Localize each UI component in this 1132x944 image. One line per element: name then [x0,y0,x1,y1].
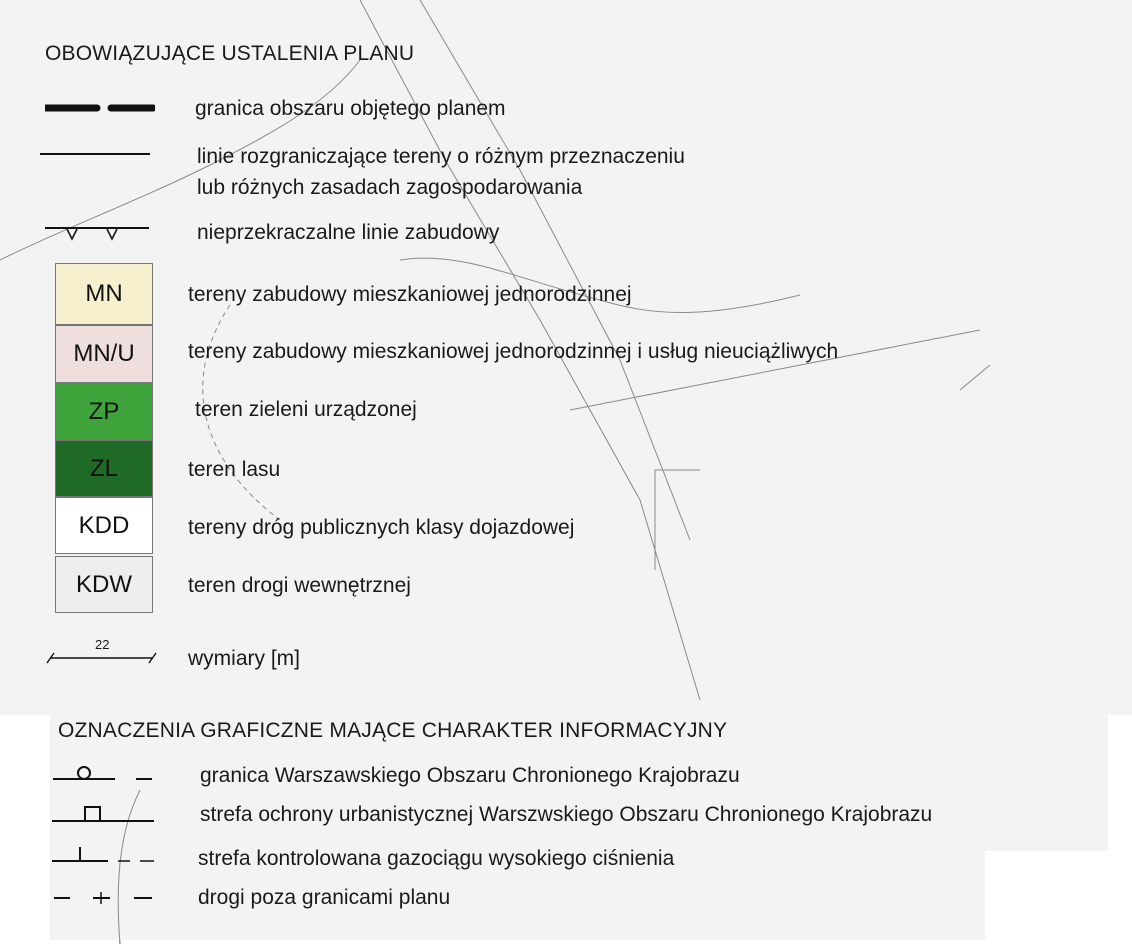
swatch-zl [55,440,153,497]
swatch-mnu [55,325,153,383]
legend-label-dimensions: wymiary [m] [188,647,300,670]
legend-label-zp: teren zieleni urządzonej [195,398,417,421]
legend-title-informative: OZNACZENIA GRAFICZNE MAJĄCE CHARAKTER INFORMACYJNY [58,719,728,742]
swatch-code-zp: ZP [88,397,120,425]
legend-label-roads-outside: drogi poza granicami planu [198,886,451,909]
square-zone-icon [48,800,160,824]
swatch-mn [55,263,153,325]
legend-label-kdd: tereny dróg publicznych klasy dojazdowej [188,516,575,539]
legend-title-binding: OBOWIĄZUJĄCE USTALENIA PLANU [45,42,415,65]
swatch-code-mnu: MN/U [73,340,135,367]
legend-label-kdw: teren drogi wewnętrznej [188,574,411,597]
swatch-code-kdd: KDD [78,511,130,539]
gas-zone-icon [48,842,160,866]
legend-label-plan-boundary: granica obszaru objętego planem [195,97,506,120]
building-line-icon [45,222,157,244]
swatch-code-zl: ZL [89,454,118,482]
legend-label-wock-boundary: granica Warszawskiego Obszaru Chronionego Krajobrazu [200,764,740,787]
legend-label-urban-zone: strefa ochrony urbanistycznej Warszwskiego Obszaru Chronionego Krajobrazu [200,803,933,826]
dimension-value: 22 [95,637,110,652]
legend-label-boundary-lines-line2: lub różnych zasadach zagospodarowania [197,176,583,199]
thin-line-icon [40,148,152,160]
swatch-kdw [55,556,153,613]
legend-label-zl: teren lasu [188,458,281,481]
legend-label-building-lines: nieprzekraczalne linie zabudowy [197,221,500,244]
swatch-code-mn: MN [85,280,123,307]
thick-dashed-line-icon [45,100,155,116]
roads-outside-icon [48,884,160,908]
legend-label-boundary-lines: linie rozgraniczające tereny o różnym przeznaczeniu [197,145,685,168]
swatch-code-kdw: KDW [76,570,132,598]
legend-label-mnu: tereny zabudowy mieszkaniowej jednorodzinnej i usług nieuciążliwych [188,340,839,363]
legend-label-mn: tereny zabudowy mieszkaniowej jednorodzinnej [188,283,632,306]
circle-boundary-icon [48,762,158,782]
swatch-kdd [55,497,153,554]
legend-label-gas-zone: strefa kontrolowana gazociągu wysokiego ciśnienia [198,847,675,870]
swatch-zp [55,383,153,440]
